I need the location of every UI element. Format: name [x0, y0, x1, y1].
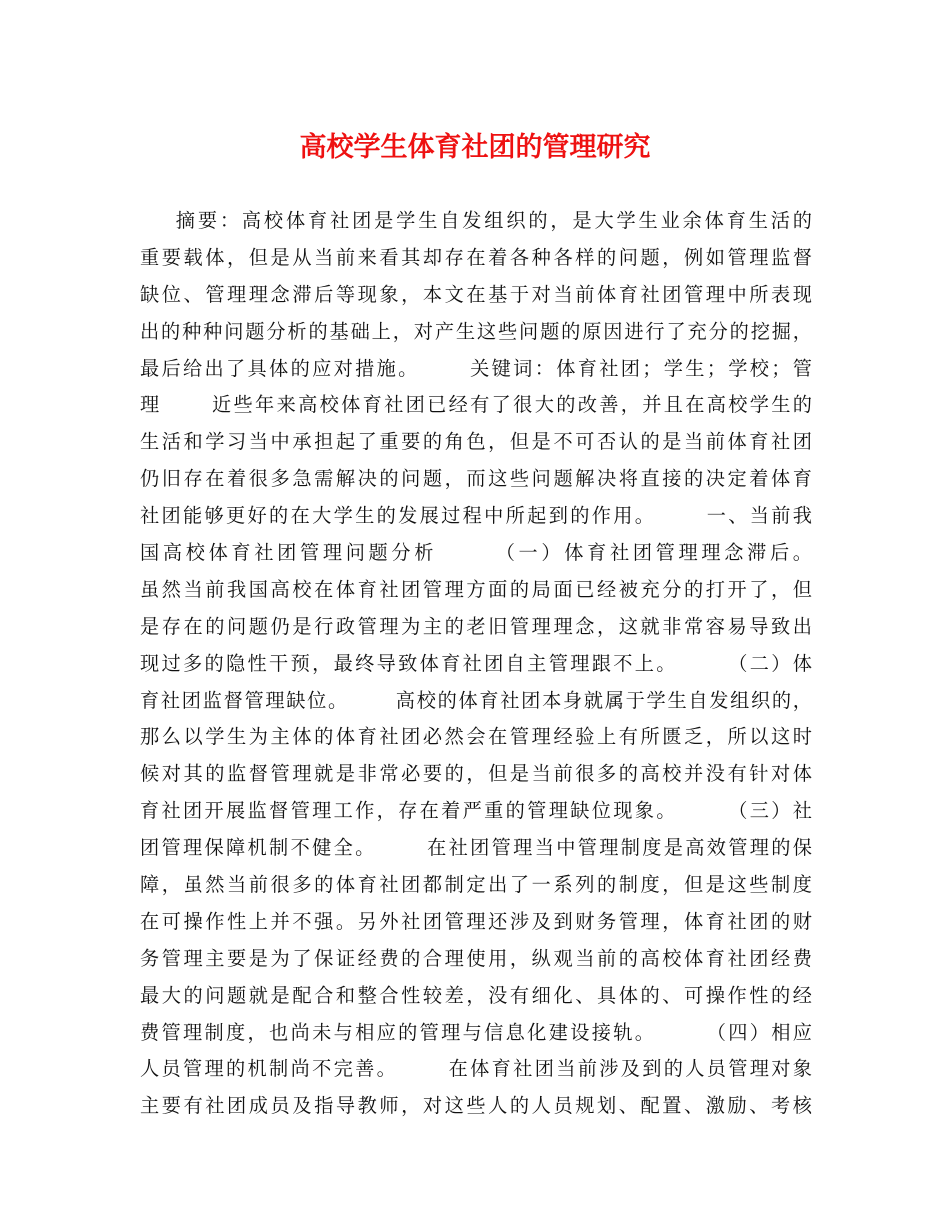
body-text-line: 最大的问题就是配合和整合性较差，没有细化、具体的、可操作性的经 — [140, 983, 812, 1007]
body-text-line: 费管理制度，也尚未与相应的管理与信息化建设接轨。 （四）相应 — [140, 1020, 812, 1044]
body-text-line: 重要载体，但是从当前来看其却存在着各种各样的问题，例如管理监督 — [140, 245, 812, 269]
document-body — [140, 203, 812, 1125]
body-text-line: 人员管理的机制尚不完善。 在体育社团当前涉及到的人员管理对象 — [140, 1057, 812, 1081]
body-text-line: 虽然当前我国高校在体育社团管理方面的局面已经被充分的打开了，但 — [140, 577, 812, 601]
body-text-line: 社团能够更好的在大学生的发展过程中所起到的作用。 一、当前我 — [140, 504, 812, 528]
body-text-line: 生活和学习当中承担起了重要的角色，但是不可否认的是当前体育社团 — [140, 430, 812, 454]
body-text-line: 出的种种问题分析的基础上，对产生这些问题的原因进行了充分的挖掘， — [140, 319, 812, 343]
body-text-line: 主要有社团成员及指导教师，对这些人的人员规划、配置、激励、考核 — [140, 1094, 812, 1118]
body-text-line: 国高校体育社团管理问题分析 （一）体育社团管理理念滞后。 — [140, 541, 812, 565]
body-text-line: 育社团开展监督管理工作，存在着严重的管理缺位现象。 （三）社 — [140, 799, 812, 823]
body-text-line: 障，虽然当前很多的体育社团都制定出了一系列的制度，但是这些制度 — [140, 873, 812, 897]
body-text-line: 那么以学生为主体的体育社团必然会在管理经验上有所匮乏，所以这时 — [140, 725, 812, 749]
body-text-line: 候对其的监督管理就是非常必要的，但是当前很多的高校并没有针对体 — [140, 762, 812, 786]
body-text-line: 现过多的隐性干预，最终导致体育社团自主管理跟不上。 （二）体 — [140, 651, 812, 675]
page-title: 高校学生体育社团的管理研究 — [299, 132, 651, 163]
body-text-line: 育社团监督管理缺位。 高校的体育社团本身就属于学生自发组织的， — [140, 688, 812, 712]
body-text-line: 最后给出了具体的应对措施。 关键词：体育社团；学生；学校；管 — [140, 356, 812, 380]
body-text-line: 团管理保障机制不健全。 在社团管理当中管理制度是高效管理的保 — [140, 836, 812, 860]
body-text-line: 是存在的问题仍是行政管理为主的老旧管理理念，这就非常容易导致出 — [140, 614, 812, 638]
body-text-line: 理 近些年来高校体育社团已经有了很大的改善，并且在高校学生的 — [140, 393, 812, 417]
body-text-line: 在可操作性上并不强。另外社团管理还涉及到财务管理，体育社团的财 — [140, 909, 812, 933]
body-text-line: 务管理主要是为了保证经费的合理使用，纵观当前的高校体育社团经费 — [140, 946, 812, 970]
body-text-line: 仍旧存在着很多急需解决的问题，而这些问题解决将直接的决定着体育 — [140, 467, 812, 491]
body-text-line: 摘要：高校体育社团是学生自发组织的，是大学生业余体育生活的 — [140, 209, 812, 232]
body-text-line: 缺位、管理理念滞后等现象，本文在基于对当前体育社团管理中所表现 — [140, 282, 812, 306]
